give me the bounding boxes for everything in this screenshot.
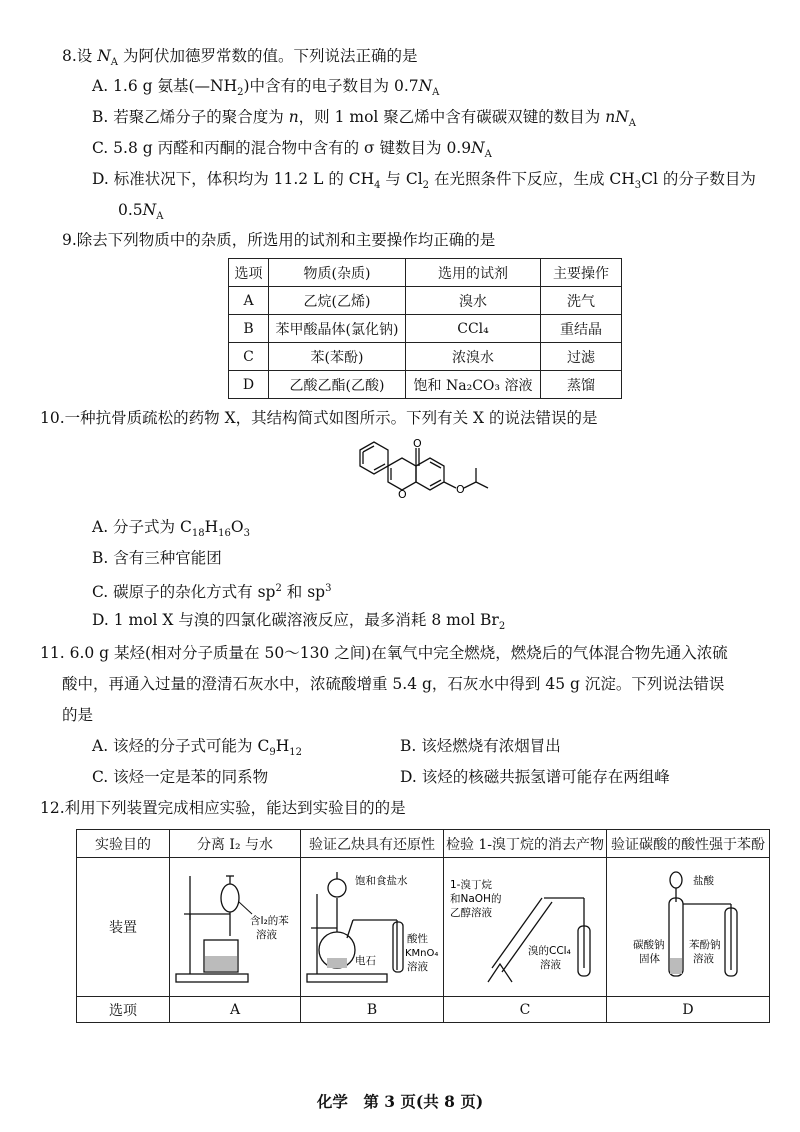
label-d5: 溶液 bbox=[693, 953, 714, 965]
q11-option-c: C. 该烃一定是苯的同系物 bbox=[92, 768, 269, 786]
q10-stem: 10.一种抗骨质疏松的药物 X，其结构简式如图所示。下列有关 X 的说法错误的是 bbox=[40, 409, 598, 427]
label-d2: 碳酸钠 bbox=[633, 939, 665, 951]
table-row bbox=[229, 287, 622, 315]
table-header: 选用的试剂 bbox=[406, 259, 541, 287]
label-a1: 含I₂的苯 bbox=[250, 915, 289, 927]
table-header: 选项 bbox=[77, 997, 170, 1023]
q8-option-a: A. 1.6 g 氨基$(—NH_2)$中含有的电子数目为 $0.7N_A$ bbox=[92, 77, 440, 99]
table-header-row bbox=[229, 259, 622, 287]
label-b4: KMnO₄ bbox=[405, 948, 439, 959]
table-cell: CCl₄ bbox=[406, 315, 541, 343]
table-cell: 验证碳酸的酸性强于苯酚 bbox=[607, 830, 770, 858]
label-d4: 苯酚钠 bbox=[689, 939, 721, 951]
table-header: 选项 bbox=[229, 259, 269, 287]
table-cell: 过滤 bbox=[541, 343, 622, 371]
page-footer: 化学 第 3 页(共 8 页) bbox=[316, 1092, 484, 1111]
q8-option-d-cont: $0.5N_A$ bbox=[118, 201, 164, 223]
table-cell: C bbox=[229, 343, 269, 371]
table-cell: 乙酸乙酯(乙酸) bbox=[269, 371, 406, 399]
q11-stem-line2: 酸中，再通入过量的澄清石灰水中，浓硫酸增重 5.4 g，石灰水中得到 45 g 沉淀。下列说法错误 bbox=[62, 675, 725, 693]
table-row bbox=[77, 830, 770, 858]
q11-option-d: D. 该烃的核磁共振氢谱可能存在两组峰 bbox=[400, 768, 670, 786]
label-c3: 乙醇溶液 bbox=[450, 907, 492, 919]
table-row bbox=[229, 343, 622, 371]
table-cell: 苯甲酸晶体(氯化钠) bbox=[269, 315, 406, 343]
table-row bbox=[229, 315, 622, 343]
table-cell: C bbox=[444, 997, 607, 1023]
acidity-diagram bbox=[607, 858, 769, 996]
table-cell: 验证乙炔具有还原性 bbox=[301, 830, 444, 858]
table-cell: 分离 I₂ 与水 bbox=[170, 830, 301, 858]
table-cell: 检验 1-溴丁烷的消去产物 bbox=[444, 830, 607, 858]
table-cell: D bbox=[607, 997, 770, 1023]
apparatus-a bbox=[170, 858, 301, 997]
q8-option-b: B. 若聚乙烯分子的聚合度为 n，则 1 mol 聚乙烯中含有碳碳双键的数目为 $nN_A$ bbox=[92, 108, 637, 130]
table-header: 物质(杂质) bbox=[269, 259, 406, 287]
q10-option-d: D. 1 mol X 与溴的四氯化碳溶液反应，最多消耗 8 mol $Br_2$ bbox=[92, 611, 506, 633]
structure-formula bbox=[340, 438, 510, 510]
q12-stem: 12.利用下列装置完成相应实验，能达到实验目的的是 bbox=[40, 799, 406, 817]
table-cell: 乙烷(乙烯) bbox=[269, 287, 406, 315]
q10-option-c: C. 碳原子的杂化方式有 $sp^2$ 和 $sp^3$ bbox=[92, 583, 332, 602]
label-a2: 溶液 bbox=[256, 929, 277, 941]
q11-option-a: A. 该烃的分子式可能为 $C_9H_{12}$ bbox=[92, 737, 302, 759]
label-d1: 盐酸 bbox=[693, 875, 714, 887]
structure-o-label: O bbox=[456, 483, 465, 496]
apparatus-b bbox=[301, 858, 444, 997]
label-b1: 饱和食盐水 bbox=[355, 875, 408, 887]
apparatus-d bbox=[607, 858, 770, 997]
table-cell: A bbox=[229, 287, 269, 315]
label-c5: 溶液 bbox=[540, 959, 561, 971]
label-b3: 酸性 bbox=[407, 933, 428, 945]
table-cell: 溴水 bbox=[406, 287, 541, 315]
q11-stem-line1: 11. 6.0 g 某烃(相对分子质量在 50～130 之间)在氧气中完全燃烧，燃烧后的气体混合物先通入浓硫 bbox=[40, 644, 728, 662]
q8-option-d: D. 标准状况下，体积均为 11.2 L 的 $CH_4$ 与 $Cl_2$ 在光照条件下反应，生成 $CH_3Cl$ 的分子数目为 bbox=[92, 170, 756, 192]
table-row bbox=[229, 371, 622, 399]
acetylene-diagram bbox=[301, 858, 443, 996]
table-cell: 洗气 bbox=[541, 287, 622, 315]
label-c1: 1-溴丁烷 bbox=[450, 879, 492, 891]
q11-option-b: B. 该烃燃烧有浓烟冒出 bbox=[400, 737, 561, 755]
apparatus-c bbox=[444, 858, 607, 997]
label-c4: 溴的CCl₄ bbox=[528, 945, 571, 957]
q9-table bbox=[228, 258, 622, 399]
q10-option-b: B. 含有三种官能团 bbox=[92, 549, 222, 567]
elimination-diagram bbox=[444, 858, 606, 996]
table-cell: A bbox=[170, 997, 301, 1023]
separatory-funnel-diagram bbox=[170, 858, 300, 996]
table-header: 主要操作 bbox=[541, 259, 622, 287]
table-header: 装置 bbox=[77, 858, 170, 997]
table-cell: B bbox=[229, 315, 269, 343]
structure-o-label: O bbox=[398, 488, 407, 501]
q9-stem: 9.除去下列物质中的杂质，所选用的试剂和主要操作均正确的是 bbox=[62, 231, 496, 249]
structure-o-label: O bbox=[413, 438, 422, 450]
q11-stem-line3: 的是 bbox=[62, 706, 94, 724]
table-cell: 蒸馏 bbox=[541, 371, 622, 399]
q8-option-c: C. 5.8 g 丙醛和丙酮的混合物中含有的 σ 键数目为 $0.9N_A$ bbox=[92, 139, 492, 161]
table-row bbox=[77, 858, 770, 997]
table-cell: 浓溴水 bbox=[406, 343, 541, 371]
table-cell: D bbox=[229, 371, 269, 399]
label-b5: 溶液 bbox=[407, 961, 428, 973]
table-cell: 苯(苯酚) bbox=[269, 343, 406, 371]
q8-stem: 8.设 $N_A$ 为阿伏加德罗常数的值。下列说法正确的是 bbox=[62, 47, 418, 69]
label-c2: 和NaOH的 bbox=[450, 893, 502, 905]
q12-table bbox=[76, 829, 770, 1023]
table-cell: 重结晶 bbox=[541, 315, 622, 343]
label-b2: 电石 bbox=[355, 955, 376, 967]
q10-option-a: A. 分子式为 $C_{18}H_{16}O_3$ bbox=[92, 518, 250, 540]
table-cell: B bbox=[301, 997, 444, 1023]
label-d3: 固体 bbox=[639, 953, 660, 965]
table-row bbox=[77, 997, 770, 1023]
table-cell: 饱和 Na₂CO₃ 溶液 bbox=[406, 371, 541, 399]
table-header: 实验目的 bbox=[77, 830, 170, 858]
